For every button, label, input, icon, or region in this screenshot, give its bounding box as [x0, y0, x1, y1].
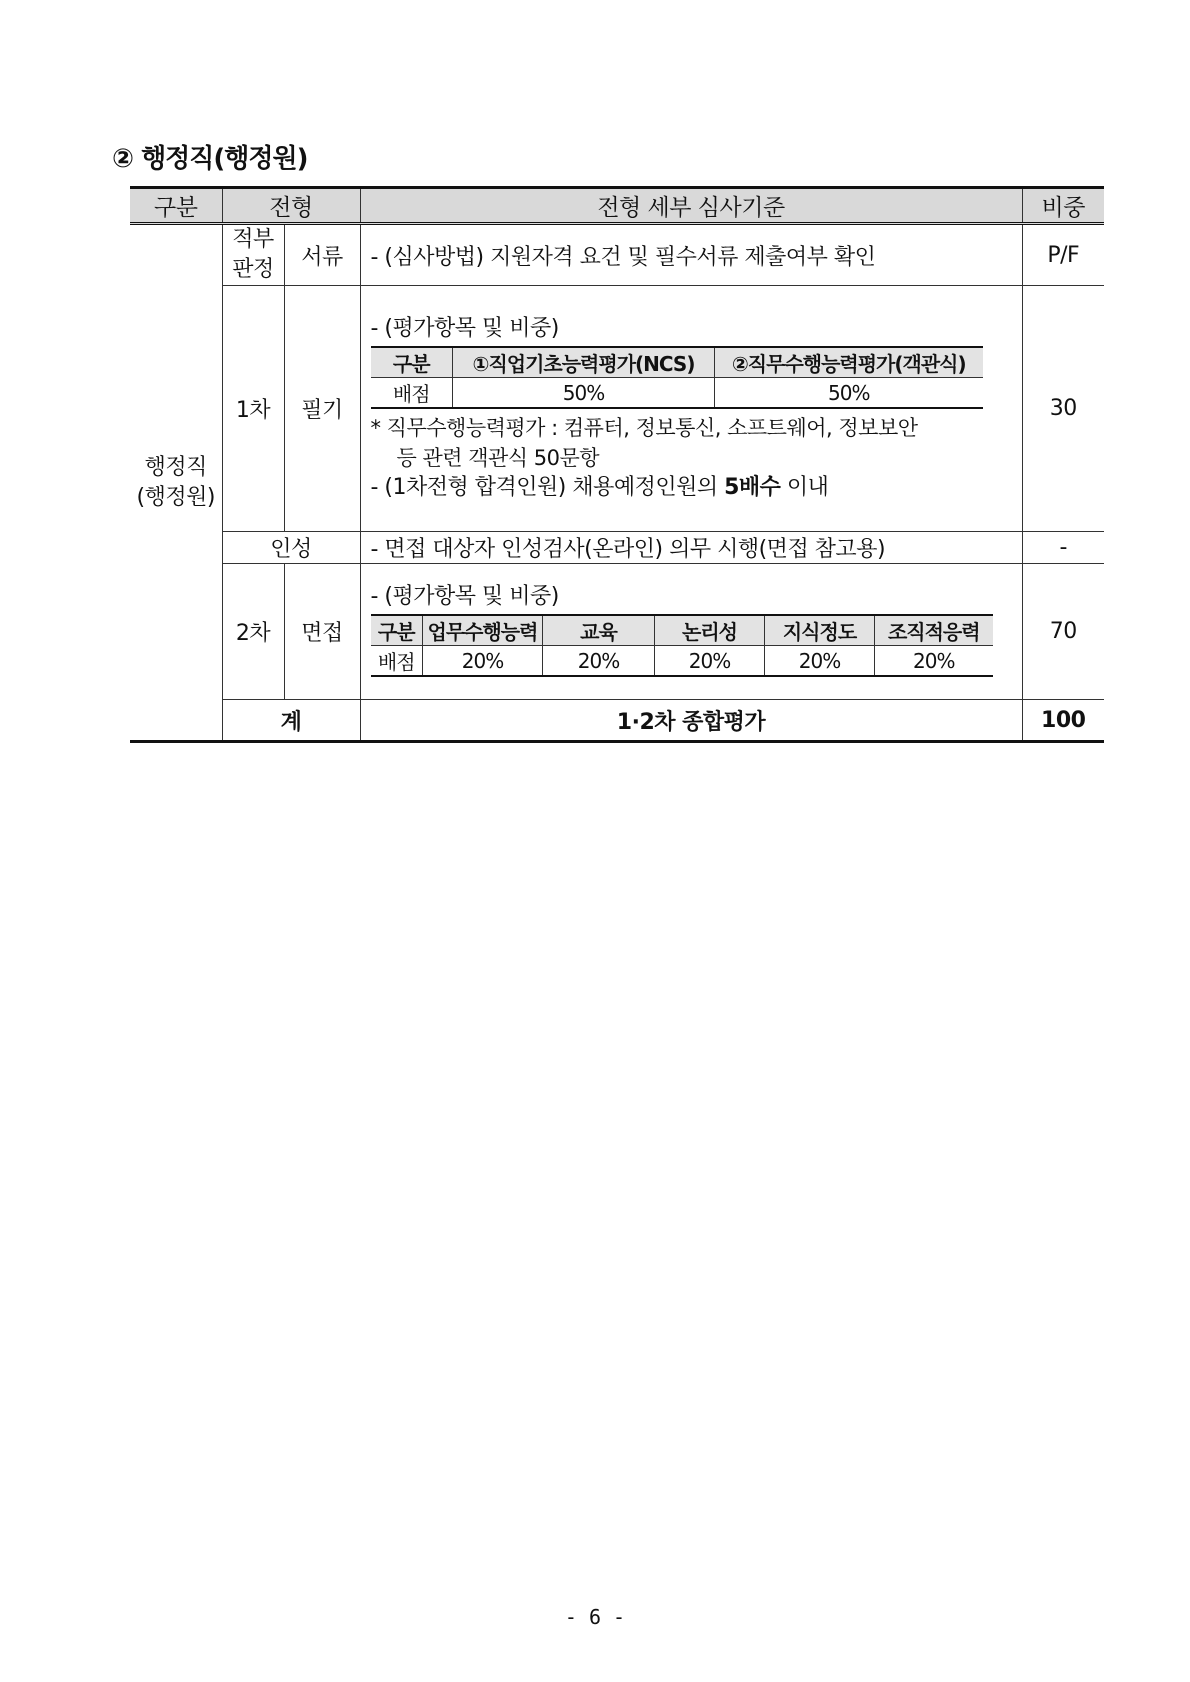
table-row-personality — [130, 532, 1104, 564]
personality-stage: 인성 — [222, 532, 360, 564]
second-stage-a: 2차 — [222, 564, 284, 700]
second-intro: - (평가항목 및 비중) — [370, 584, 559, 609]
second-sub-value: 20% — [765, 646, 875, 677]
header-stage: 전형 — [222, 188, 360, 224]
first-pass-suffix: 이내 — [780, 475, 829, 500]
second-sub-header: 업무수행능력 — [423, 615, 543, 646]
docs-weight: P/F — [1022, 224, 1104, 286]
first-sub-value: 50% — [453, 378, 715, 409]
personality-criteria: - 면접 대상자 인성검사(온라인) 의무 시행(면접 참고용) — [360, 532, 1022, 564]
total-weight: 100 — [1022, 700, 1104, 742]
first-subtable-header — [371, 347, 983, 378]
table-row-second-stage — [130, 564, 1104, 700]
first-intro: - (평가항목 및 비중) — [370, 316, 559, 341]
first-stage-a: 1차 — [222, 286, 284, 532]
table-row-documents — [130, 224, 1104, 286]
first-subtable-values — [371, 378, 983, 409]
first-sub-value: 배점 — [371, 378, 453, 409]
first-note-line2: 등 관련 객관식 50문항 — [396, 446, 600, 470]
header-category: 구분 — [130, 188, 222, 224]
first-note-line1: * 직무수행능력평가 : 컴퓨터, 정보통신, 소프트웨어, 정보보안 — [370, 416, 918, 440]
total-criteria: 1·2차 종합평가 — [360, 700, 1022, 742]
first-sub-value: 50% — [715, 378, 983, 409]
second-stage-b: 면접 — [284, 564, 360, 700]
second-sub-header: 구분 — [371, 615, 423, 646]
page-number: - 6 - — [564, 1605, 626, 1629]
table-row-total — [130, 700, 1104, 742]
header-weight: 비중 — [1022, 188, 1104, 224]
personality-weight: - — [1022, 532, 1104, 564]
header-criteria: 전형 세부 심사기준 — [360, 188, 1022, 224]
second-sub-header: 지식정도 — [765, 615, 875, 646]
screening-criteria-table — [130, 186, 1104, 743]
second-sub-header: 논리성 — [655, 615, 765, 646]
category-name-line2: (행정원) — [136, 484, 215, 510]
first-criteria — [360, 286, 1022, 532]
first-pass-line — [371, 473, 1022, 503]
table-row-first-stage — [130, 286, 1104, 532]
category-cell — [130, 224, 222, 742]
first-sub-header: ①직업기초능력평가(NCS) — [453, 347, 715, 378]
total-label: 계 — [222, 700, 360, 742]
docs-stage-a — [222, 224, 284, 286]
first-sub-header: ②직무수행능력평가(객관식) — [715, 347, 983, 378]
first-sub-header: 구분 — [371, 347, 453, 378]
second-sub-header: 조직적응력 — [875, 615, 993, 646]
second-sub-header: 교육 — [543, 615, 655, 646]
table-header-row — [130, 188, 1104, 224]
second-subtable-values — [371, 646, 993, 677]
second-criteria — [360, 564, 1022, 700]
section-title: ② 행정직(행정원) — [112, 144, 308, 174]
second-sub-value: 20% — [875, 646, 993, 677]
docs-stage-a-line1: 적부 — [232, 227, 274, 252]
category-name-line1: 행정직 — [144, 454, 207, 480]
second-weight: 70 — [1022, 564, 1104, 700]
first-weight: 30 — [1022, 286, 1104, 532]
first-pass-bold: 5배수 — [724, 475, 781, 500]
second-sub-value: 20% — [655, 646, 765, 677]
first-pass-prefix: - (1차전형 합격인원) 채용예정인원의 — [370, 475, 725, 500]
docs-criteria: - (심사방법) 지원자격 요건 및 필수서류 제출여부 확인 — [360, 224, 1022, 286]
first-stage-b: 필기 — [284, 286, 360, 532]
second-sub-value: 배점 — [371, 646, 423, 677]
docs-stage-a-line2: 판정 — [232, 257, 274, 282]
second-weight-subtable — [371, 614, 993, 677]
second-sub-value: 20% — [543, 646, 655, 677]
second-sub-value: 20% — [423, 646, 543, 677]
second-subtable-header — [371, 615, 993, 646]
docs-stage-b: 서류 — [284, 224, 360, 286]
first-weight-subtable — [371, 346, 983, 409]
